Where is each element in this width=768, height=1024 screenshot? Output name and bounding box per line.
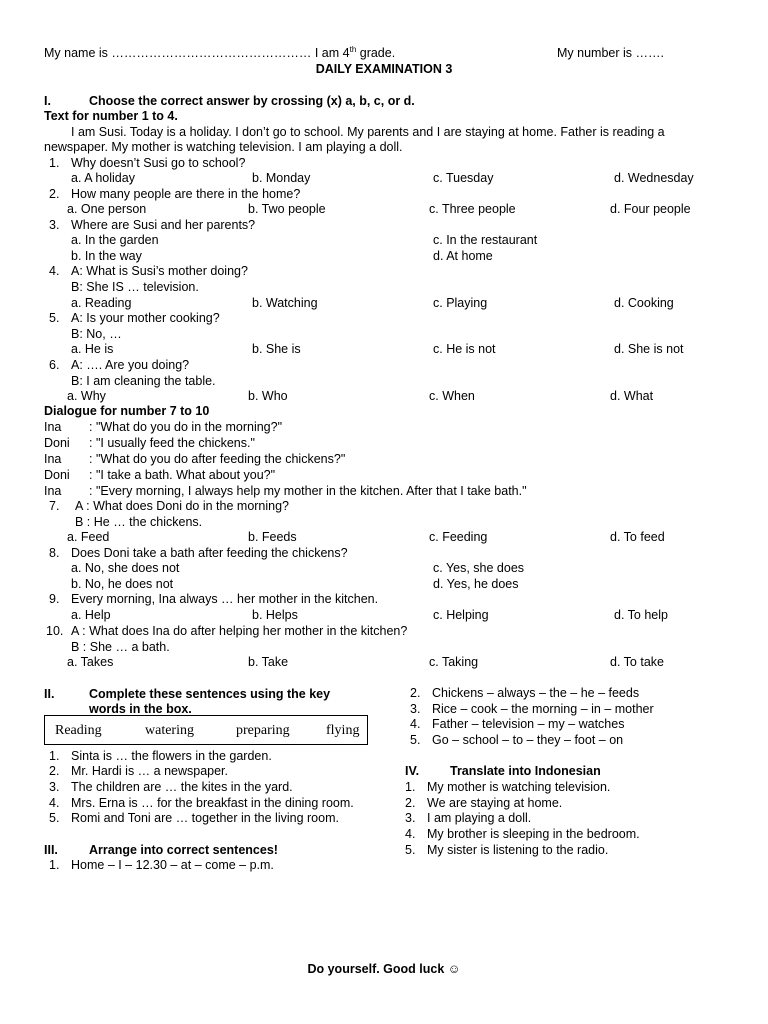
section3-item (0, 686, 768, 702)
question-1-options (0, 171, 768, 187)
item-text: Go – school – to – they – foot – on (432, 733, 624, 747)
dialogue-heading: Dialogue for number 7 to 10 (44, 404, 210, 418)
option-c[interactable]: c. Tuesday (433, 171, 494, 185)
option-a[interactable]: a. He is (71, 342, 114, 356)
question-number: 8. (49, 546, 60, 560)
item-text: Romi and Toni are … together in the living room. (71, 811, 339, 825)
text-heading: Text for number 1 to 4. (44, 109, 178, 123)
question-text: A : What does Ina do after helping her mother in the kitchen? (71, 624, 408, 638)
grade-superscript: th (349, 44, 357, 54)
item-text: Sinta is … the flowers in the garden. (71, 749, 272, 763)
dialogue-line (0, 452, 768, 468)
item-number: 5. (49, 811, 60, 825)
item-text: Chickens – always – the – he – feeds (432, 686, 640, 700)
question-5 (0, 311, 768, 327)
section1-number: I. (44, 94, 51, 108)
question-text-b: B : She … a bath. (71, 640, 170, 654)
option-d[interactable]: d. Cooking (614, 296, 674, 310)
item-text: Mrs. Erna is … for the breakfast in the dining room. (71, 796, 354, 810)
item-number: 1. (405, 780, 416, 794)
item-number: 2. (410, 686, 421, 700)
question-number: 1. (49, 156, 60, 170)
key-word: watering (145, 723, 194, 738)
option-c[interactable]: c. Three people (429, 202, 516, 216)
question-text: Why doesn’t Susi go to school? (71, 156, 246, 170)
option-b[interactable]: b. No, he does not (71, 577, 174, 591)
dialogue-text: : "What do you do after feeding the chickens?" (89, 452, 346, 466)
dialogue-speaker: Ina (44, 452, 62, 466)
question-text-b: B: She IS … television. (71, 280, 199, 294)
question-2-options (0, 202, 768, 218)
question-4-options (0, 296, 768, 312)
section3-item (0, 702, 768, 718)
section2-item (0, 749, 380, 765)
section4-instruction: Translate into Indonesian (450, 764, 601, 778)
item-text: My brother is sleeping in the bedroom. (427, 827, 640, 841)
item-text: Father – television – my – watches (432, 717, 625, 731)
dialogue-speaker: Doni (44, 468, 70, 482)
question-4-line2 (0, 280, 768, 296)
section3-item (0, 733, 768, 749)
question-10 (0, 624, 768, 640)
question-7-line2 (0, 515, 768, 531)
item-number: 4. (405, 827, 416, 841)
dialogue-line (0, 420, 768, 436)
question-7-options (0, 530, 768, 546)
option-d[interactable]: d. To take (610, 655, 664, 669)
question-text: A: What is Susi’s mother doing? (71, 264, 248, 278)
question-number: 3. (49, 218, 60, 232)
question-3-options-row2 (0, 249, 768, 265)
option-b[interactable]: b. Two people (248, 202, 326, 216)
option-a[interactable]: a. Reading (71, 296, 132, 310)
question-9 (0, 592, 768, 608)
item-number: 1. (49, 858, 60, 872)
item-number: 2. (49, 764, 60, 778)
question-3 (0, 218, 768, 234)
section2-number: II. (44, 687, 55, 701)
passage-line-2: newspaper. My mother is watching television. I am playing a doll. (44, 140, 403, 154)
option-a[interactable]: a. In the garden (71, 233, 159, 247)
option-a[interactable]: a. Feed (67, 530, 110, 544)
question-1 (0, 156, 768, 172)
dialogue-text: : "I take a bath. What about you?" (89, 468, 276, 482)
option-c[interactable]: c. In the restaurant (433, 233, 538, 247)
section2-instruction-line1: Complete these sentences using the key (89, 687, 331, 701)
option-b[interactable]: b. She is (252, 342, 301, 356)
option-b[interactable]: b. Feeds (248, 530, 297, 544)
question-number: 4. (49, 264, 60, 278)
option-d[interactable]: d. Four people (610, 202, 691, 216)
option-d[interactable]: d. Wednesday (614, 171, 694, 185)
item-text: My mother is watching television. (427, 780, 611, 794)
item-number: 2. (405, 796, 416, 810)
item-text: Mr. Hardi is … a newspaper. (71, 764, 229, 778)
section3-item (0, 717, 768, 733)
item-number: 1. (49, 749, 60, 763)
option-d[interactable]: d. At home (433, 249, 493, 263)
option-b[interactable]: b. Take (248, 655, 289, 669)
question-number: 7. (49, 499, 60, 513)
option-b[interactable]: b. Helps (252, 608, 298, 622)
item-text: The children are … the kites in the yard. (71, 780, 293, 794)
question-text: A: Is your mother cooking? (71, 311, 220, 325)
dialogue-speaker: Ina (44, 420, 62, 434)
question-number: 9. (49, 592, 60, 606)
item-text: I am playing a doll. (427, 811, 532, 825)
option-a[interactable]: a. Help (71, 608, 111, 622)
section2-instruction-line2: words in the box. (89, 702, 192, 716)
option-c[interactable]: c. Feeding (429, 530, 488, 544)
item-number: 5. (410, 733, 421, 747)
question-10-options (0, 655, 768, 671)
question-8-options-row1 (0, 561, 768, 577)
dialogue-speaker: Ina (44, 484, 62, 498)
option-d[interactable]: d. To feed (610, 530, 665, 544)
option-d[interactable]: d. She is not (614, 342, 684, 356)
page-title: DAILY EXAMINATION 3 (315, 62, 453, 76)
item-text: Rice – cook – the morning – in – mother (432, 702, 654, 716)
key-word: preparing (236, 723, 290, 738)
dialogue-line (0, 484, 768, 500)
question-number: 5. (49, 311, 60, 325)
section3-item (0, 858, 380, 874)
section3-number: III. (44, 843, 58, 857)
question-2 (0, 187, 768, 203)
section4-item (0, 796, 768, 812)
name-label: My name is ………………………………………… I am 4 (44, 46, 350, 60)
dialogue-line (0, 436, 768, 452)
grade-suffix: grade. (356, 46, 396, 60)
dialogue-text: : "What do you do in the morning?" (89, 420, 283, 434)
question-number: 10. (46, 624, 64, 638)
question-text-b: B : He … the chickens. (75, 515, 203, 529)
item-number: 3. (49, 780, 60, 794)
section4-item (0, 811, 768, 827)
option-b[interactable]: b. Watching (252, 296, 318, 310)
option-a[interactable]: a. Why (67, 389, 106, 403)
question-7 (0, 499, 768, 515)
section4-item (0, 780, 768, 796)
dialogue-text: : "I usually feed the chickens." (89, 436, 255, 450)
question-5-options (0, 342, 768, 358)
option-a[interactable]: a. A holiday (71, 171, 135, 185)
key-word: Reading (55, 723, 102, 738)
section4-item (0, 843, 768, 859)
question-text: Where are Susi and her parents? (71, 218, 256, 232)
question-6-line2 (0, 374, 768, 390)
option-b[interactable]: b. Who (248, 389, 288, 403)
question-8-options-row2 (0, 577, 768, 593)
option-b[interactable]: b. In the way (71, 249, 142, 263)
question-text: A : What does Doni do in the morning? (75, 499, 290, 513)
question-9-options (0, 608, 768, 624)
option-d[interactable]: d. What (610, 389, 654, 403)
item-text: Home – I – 12.30 – at – come – p.m. (71, 858, 274, 872)
option-c[interactable]: c. Helping (433, 608, 489, 622)
section1-instruction: Choose the correct answer by crossing (x) a, b, c, or d. (89, 94, 415, 108)
footer-text: Do yourself. Good luck ☺ (307, 962, 461, 976)
dialogue-text: : "Every morning, I always help my mother in the kitchen. After that I take bath." (89, 484, 527, 498)
question-5-line2 (0, 327, 768, 343)
option-c[interactable]: c. Yes, she does (433, 561, 525, 575)
option-a[interactable]: a. Takes (67, 655, 114, 669)
item-number: 4. (49, 796, 60, 810)
item-text: We are staying at home. (427, 796, 563, 810)
option-c[interactable]: c. He is not (433, 342, 496, 356)
question-8 (0, 546, 768, 562)
question-3-options-row1 (0, 233, 768, 249)
question-4 (0, 264, 768, 280)
question-text: Every morning, Ina always … her mother in the kitchen. (71, 592, 379, 606)
question-number: 2. (49, 187, 60, 201)
section4-number: IV. (405, 764, 420, 778)
key-word: flying (326, 723, 360, 738)
question-text: How many people are there in the home? (71, 187, 301, 201)
option-c[interactable]: c. Taking (429, 655, 479, 669)
item-text: My sister is listening to the radio. (427, 843, 609, 857)
passage-line-1: I am Susi. Today is a holiday. I don’t go to school. My parents and I are staying at home. Father is reading a (71, 125, 665, 139)
question-number: 6. (49, 358, 60, 372)
section2-item (0, 764, 380, 780)
option-c[interactable]: c. Playing (433, 296, 488, 310)
item-number: 3. (410, 702, 421, 716)
item-number: 5. (405, 843, 416, 857)
item-number: 3. (405, 811, 416, 825)
question-6 (0, 358, 768, 374)
dialogue-line (0, 468, 768, 484)
question-6-options (0, 389, 768, 405)
question-text: Does Doni take a bath after feeding the chickens? (71, 546, 348, 560)
option-d[interactable]: d. Yes, he does (433, 577, 519, 591)
question-10-line2 (0, 640, 768, 656)
item-number: 4. (410, 717, 421, 731)
option-d[interactable]: d. To help (614, 608, 668, 622)
option-c[interactable]: c. When (429, 389, 475, 403)
option-a[interactable]: a. One person (67, 202, 147, 216)
option-a[interactable]: a. No, she does not (71, 561, 180, 575)
option-b[interactable]: b. Monday (252, 171, 311, 185)
section3-instruction: Arrange into correct sentences! (89, 843, 278, 857)
number-label: My number is ……. (557, 46, 664, 60)
name-grade-line (44, 46, 395, 62)
question-text-b: B: I am cleaning the table. (71, 374, 216, 388)
question-text: A: …. Are you doing? (71, 358, 190, 372)
question-text-b: B: No, … (71, 327, 122, 341)
dialogue-speaker: Doni (44, 436, 70, 450)
section4-item (0, 827, 768, 843)
